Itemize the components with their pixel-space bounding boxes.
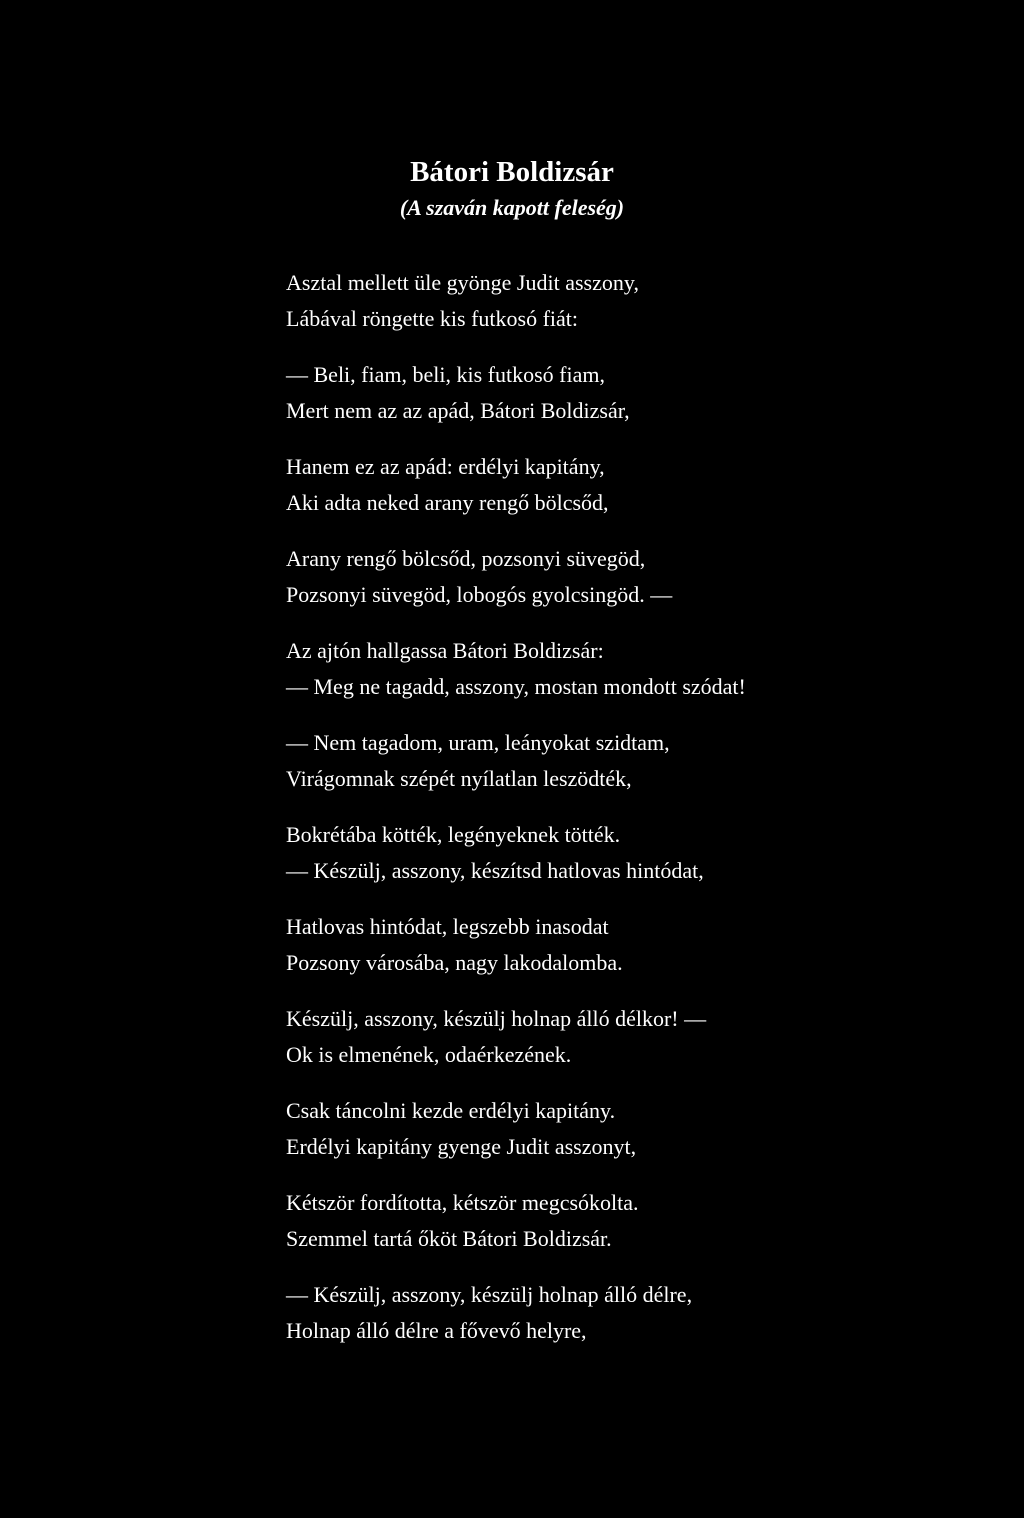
poem-line: Erdélyi kapitány gyenge Judit asszonyt,	[286, 1134, 637, 1159]
poem-line: — Készülj, asszony, készülj holnap álló délre,	[286, 1282, 693, 1307]
stanza-4	[286, 541, 1006, 613]
stanza-5	[286, 633, 1006, 705]
poem-line: — Nem tagadom, uram, leányokat szidtam,	[286, 730, 670, 755]
stanza-8	[286, 909, 1006, 981]
poem-line: Csak táncolni kezde erdélyi kapitány.	[286, 1098, 616, 1123]
stanza-10	[286, 1093, 1006, 1165]
poem-line: Mert nem az az apád, Bátori Boldizsár,	[286, 398, 630, 423]
poem-line: — Meg ne tagadd, asszony, mostan mondott szódat!	[286, 674, 746, 699]
poem-title: Bátori Boldizsár	[410, 156, 614, 188]
poem-line: Készülj, asszony, készülj holnap álló délkor! —	[286, 1006, 707, 1031]
poem-line: Hatlovas hintódat, legszebb inasodat	[286, 914, 609, 939]
poem-subtitle: (A szaván kapott feleség)	[399, 195, 625, 220]
stanza-12	[286, 1277, 1006, 1349]
stanza-2	[286, 357, 1006, 429]
poem-line: Aki adta neked arany rengő bölcsőd,	[286, 490, 609, 515]
poem-line: Bokrétába kötték, legényeknek tötték.	[286, 822, 621, 847]
stanza-6	[286, 725, 1006, 797]
poem-line: Az ajtón hallgassa Bátori Boldizsár:	[286, 638, 604, 663]
poem-line: Szemmel tartá őköt Bátori Boldizsár.	[286, 1226, 612, 1251]
stanza-1	[286, 265, 1006, 337]
poem-line: Kétször fordította, kétször megcsókolta.	[286, 1190, 639, 1215]
poem-line: Holnap álló délre a fővevő helyre,	[286, 1318, 587, 1343]
stanza-11	[286, 1185, 1006, 1257]
poem-body	[286, 265, 1006, 1369]
poem-line: — Készülj, asszony, készítsd hatlovas hintódat,	[286, 858, 704, 883]
poem-line: Pozsonyi süvegöd, lobogós gyolcsingöd. —	[286, 582, 673, 607]
stanza-9	[286, 1001, 1006, 1073]
stanza-3	[286, 449, 1006, 521]
stanza-7	[286, 817, 1006, 889]
poem-line: Virágomnak szépét nyílatlan leszödték,	[286, 766, 632, 791]
poem-line: Ok is elmenének, odaérkezének.	[286, 1042, 572, 1067]
poem-line: Pozsony városába, nagy lakodalomba.	[286, 950, 623, 975]
poem-line: Lábával röngette kis futkosó fiát:	[286, 306, 579, 331]
poem-line: Hanem ez az apád: erdélyi kapitány,	[286, 454, 605, 479]
poem-line: Asztal mellett üle gyönge Judit asszony,	[286, 270, 639, 295]
poem-line: Arany rengő bölcsőd, pozsonyi süvegöd,	[286, 546, 646, 571]
poem-line: — Beli, fiam, beli, kis futkosó fiam,	[286, 362, 605, 387]
